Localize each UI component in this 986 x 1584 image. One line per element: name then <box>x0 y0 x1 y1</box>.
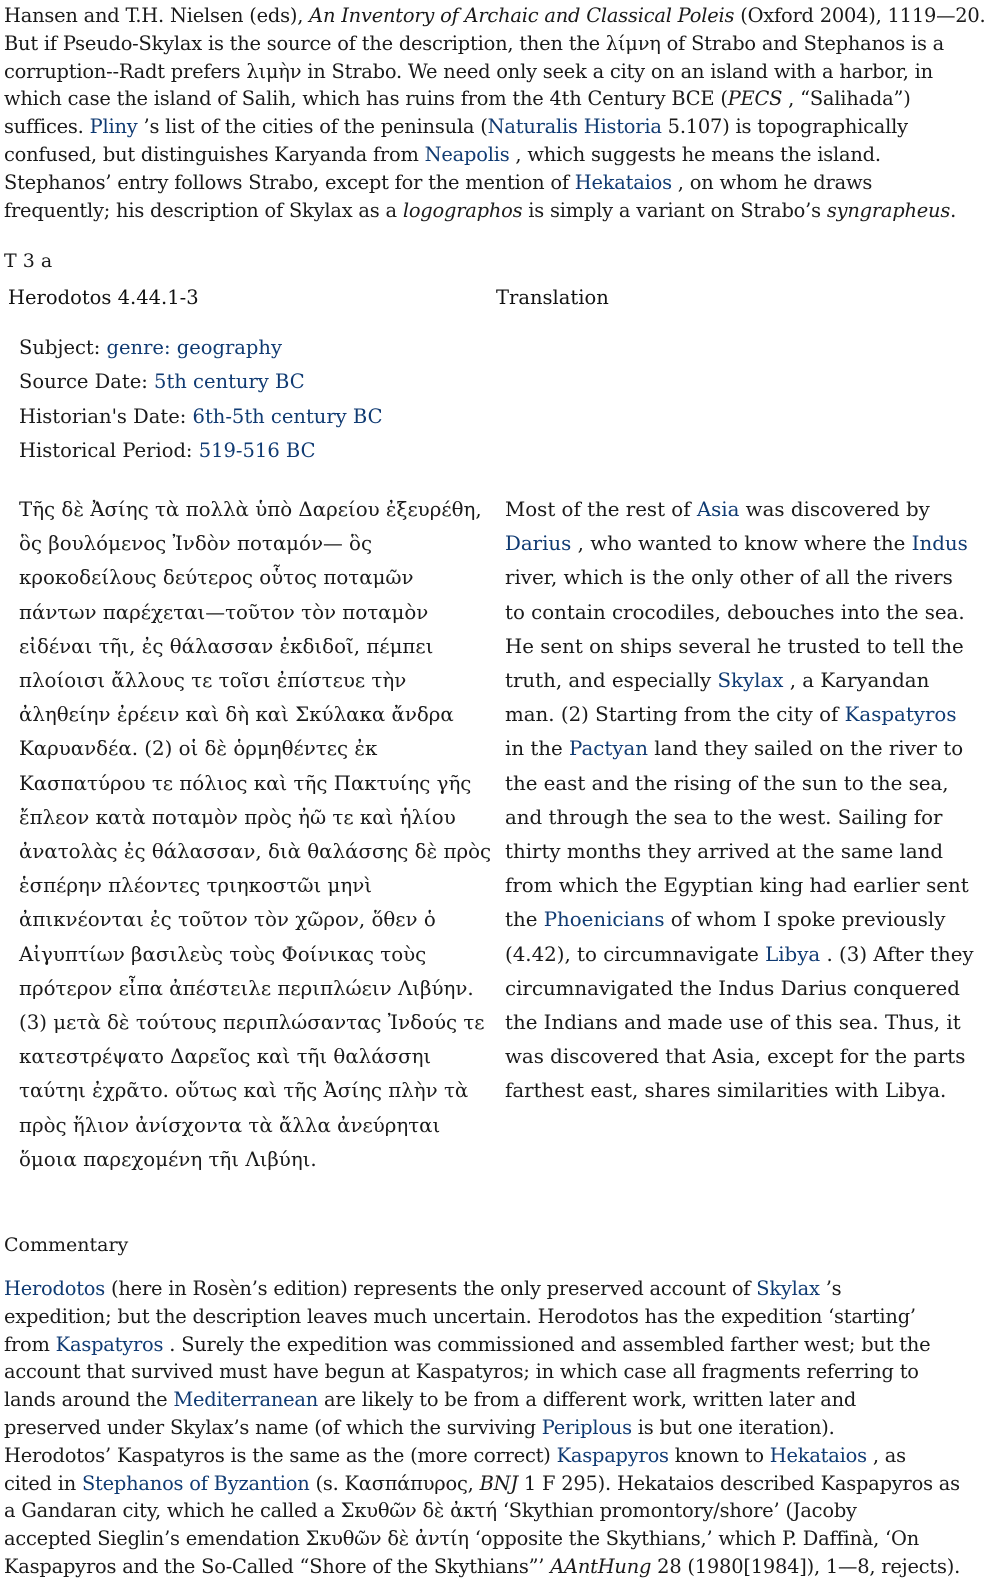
text-line <box>505 561 957 595</box>
text-run: (4.42), to circumnavigate <box>505 942 766 966</box>
text-run: thirty months they arrived at the same land <box>505 840 944 864</box>
text-line <box>19 903 489 937</box>
text-run: Herodotos’ Kaspatyros is the same as the (more correct) <box>4 1443 557 1467</box>
text-run: , “Salihada”) <box>782 87 911 111</box>
text-line <box>4 30 956 58</box>
text-line <box>4 169 956 197</box>
text-line <box>4 1442 956 1470</box>
text-line <box>505 493 957 527</box>
entity-link[interactable]: Herodotos <box>4 1277 106 1300</box>
text-run: (3) μετὰ δὲ τούτους περιπλώσαντας Ἰνδούς τε <box>19 1011 485 1035</box>
text-line <box>19 938 489 972</box>
text-line <box>505 1074 957 1108</box>
commentary-heading: Commentary <box>4 1234 129 1256</box>
text-line <box>19 801 489 835</box>
text-run: was discovered that Asia, except for the parts <box>505 1045 966 1069</box>
text-line <box>505 698 957 732</box>
entity-link[interactable]: Periplous <box>541 1415 632 1439</box>
text-line <box>4 1331 956 1359</box>
text-line <box>4 141 956 169</box>
meta-historical-period <box>19 434 383 468</box>
text-line <box>505 664 957 698</box>
text-run: (here in Rosèn’s edition) represents the only preserved account of <box>105 1277 757 1300</box>
italic-title: syngrapheus <box>826 198 951 222</box>
text-run: πλοίοισι ἄλλους τε τοῖσι ἐπίστευε τὴν <box>19 669 407 693</box>
text-run: He sent on ships several he trusted to tell the <box>505 634 964 658</box>
text-line <box>19 1074 489 1108</box>
text-run: Αἰγυπτίων βασιλεὺς τοὺς Φοίνικας τοὺς <box>19 942 427 966</box>
entity-link[interactable]: Hekataios <box>574 170 672 194</box>
text-run: 28 (1980[1984]), 1—8, rejects). <box>651 1554 961 1578</box>
meta-label: Subject: <box>19 336 107 359</box>
text-line <box>19 596 489 630</box>
text-line <box>505 630 964 664</box>
text-line <box>505 1006 961 1040</box>
text-line <box>4 1303 956 1331</box>
text-run: preserved under Skylax’s name (of which the surviving <box>4 1415 542 1439</box>
entity-link[interactable]: Pactyan <box>569 737 648 761</box>
text-line <box>505 596 965 630</box>
text-run: κροκοδείλους δεύτερος οὗτος ποταμῶν <box>19 566 414 590</box>
text-line <box>19 1006 489 1040</box>
text-run: ’s list of the cities of the peninsula ( <box>137 115 488 139</box>
text-line <box>505 1040 966 1074</box>
text-run: πρὸς ἥλιον ἀνίσχοντα τὰ ἄλλα ἀνεύρηται <box>19 1113 441 1137</box>
text-run: ἀληθείην ἐρέειν καὶ δὴ καὶ Σκύλακα ἄνδρα <box>19 703 454 727</box>
text-run: ἔπλεον κατὰ ποταμὸν πρὸς ἠῶ τε καὶ ἡλίου <box>19 805 456 829</box>
entity-link[interactable]: Darius <box>505 532 572 556</box>
text-line <box>505 835 957 869</box>
meta-label: Historical Period: <box>19 438 199 462</box>
text-line <box>19 1040 489 1074</box>
text-run: , on whom he draws <box>671 170 873 194</box>
text-run: man. (2) Starting from the city of <box>505 703 845 727</box>
text-run: (s. Κασπάπυρος, <box>309 1471 480 1495</box>
italic-title: PECS <box>727 87 783 111</box>
text-run: . Surely the expedition was commissioned and assembled farther west; but the <box>163 1332 931 1356</box>
text-run: known to <box>668 1443 770 1467</box>
fragment-tag: T 3 a <box>4 250 53 272</box>
text-run: frequently; his description of Skylax as a <box>4 198 403 222</box>
text-line <box>19 561 489 595</box>
entity-link[interactable]: Neapolis <box>424 142 510 166</box>
italic-title: An Inventory of Archaic and Classical Poleis <box>309 4 735 27</box>
text-run: , which suggests he means the island. <box>509 142 881 166</box>
text-run: cited in <box>4 1471 82 1495</box>
text-run: ὅμοια παρεχομένη τῆι Λιβύηι. <box>19 1147 317 1171</box>
text-run: a Gandaran city, which he called a Σκυθῶν δὲ ἀκτή ‘Skythian promontory/shore’ (Jacoby <box>4 1499 857 1523</box>
entity-link[interactable]: Hekataios <box>769 1443 867 1467</box>
text-line <box>505 938 974 972</box>
text-run: πάντων παρέχεται—τοῦτον τὸν ποταμὸν <box>19 600 429 624</box>
text-run: , who wanted to know where the <box>571 532 912 556</box>
meta-link[interactable]: 5th century BC <box>154 370 305 394</box>
text-run: the <box>505 908 544 932</box>
text-line <box>19 527 489 561</box>
entity-link[interactable]: Skylax <box>717 669 784 693</box>
text-run: truth, and especially <box>505 669 718 693</box>
text-line <box>4 85 956 113</box>
entity-link[interactable]: Stephanos of Byzantion <box>81 1471 310 1495</box>
text-line <box>505 903 957 937</box>
text-run: Τῆς δὲ Ἀσίης τὰ πολλὰ ὑπὸ Δαρείου ἐξευρέθη, <box>19 498 482 521</box>
text-run: is simply a variant on Strabo’s <box>522 198 827 222</box>
text-line <box>4 197 956 225</box>
italic-title: logographos <box>402 198 523 222</box>
text-line <box>19 1109 489 1143</box>
text-line <box>4 1553 961 1581</box>
entity-link[interactable]: Asia <box>696 498 740 521</box>
text-line <box>505 767 957 801</box>
text-line <box>19 835 492 869</box>
italic-title: BNJ <box>479 1471 518 1495</box>
text-run: ἑσπέρην πλέοντες τριηκοστῶι μηνὶ <box>19 874 373 898</box>
text-run: ’s <box>819 1277 842 1300</box>
text-run: ταύτηι ἐχρᾶτο. οὕτως καὶ τῆς Ἀσίης πλὴν τὰ <box>19 1079 469 1103</box>
text-run: of whom I spoke previously <box>664 908 946 932</box>
text-run: river, which is the only other of all the rivers <box>505 566 953 590</box>
text-run: suffices. <box>4 115 90 139</box>
text-run: accepted Sieglin’s emendation Σκυθῶν δὲ ἀντίη ‘opposite the Skythians,’ which P. Daffinà, ‘On <box>4 1527 919 1551</box>
text-run: , a Karyandan <box>783 669 930 693</box>
entity-link[interactable]: Phoenicians <box>543 908 665 932</box>
text-run: , as <box>866 1443 906 1467</box>
text-run: κατεστρέψατο Δαρεῖος καὶ τῆι θαλάσσηι <box>19 1045 432 1069</box>
text-run: Kaspapyros and the So-Called “Shore of the Skythians”’ <box>4 1554 551 1578</box>
text-line <box>505 869 969 903</box>
meta-link[interactable]: genre: geography <box>106 336 282 359</box>
meta-label: Historian's Date: <box>19 404 193 428</box>
commentary-paragraph <box>4 1275 961 1581</box>
text-line <box>505 972 960 1006</box>
text-run: are likely to be from a different work, written later and <box>318 1388 857 1412</box>
text-line <box>505 527 968 561</box>
text-line <box>4 1497 956 1525</box>
text-run: lands around the <box>4 1388 174 1412</box>
text-line <box>4 1275 956 1303</box>
text-run: land they sailed on the river to <box>648 737 964 761</box>
text-line <box>19 493 489 527</box>
entity-link[interactable]: Skylax <box>756 1277 820 1300</box>
text-line <box>19 630 489 664</box>
text-line <box>4 58 956 86</box>
fragment-metadata <box>19 331 383 468</box>
text-run: the Indians and made use of this sea. Thus, it <box>505 1011 961 1035</box>
text-run: ὃς βουλόμενος Ἰνδὸν ποταμόν— ὃς <box>19 532 373 556</box>
text-line <box>4 1414 956 1442</box>
text-run: corruption--Radt prefers λιμὴν in Strabo. We need only seek a city on an island with a harbor, in <box>4 59 933 83</box>
text-run: ἀνατολὰς ἐς θάλασσαν, διὰ θαλάσσης δὲ πρὸς <box>19 840 492 864</box>
text-run: . (3) After they <box>820 942 974 966</box>
text-run: which case the island of Salih, which has ruins from the 4th Century BCE ( <box>4 87 728 111</box>
text-run: Hansen and T.H. Nielsen (eds), <box>4 4 310 27</box>
text-run: confused, but distinguishes Karyanda from <box>4 142 425 166</box>
text-line <box>19 767 489 801</box>
entity-link[interactable]: Pliny <box>89 115 138 139</box>
greek-source-text <box>19 493 492 1177</box>
meta-subject <box>19 331 383 365</box>
text-run: Most of the rest of <box>505 498 697 521</box>
source-heading: Herodotos 4.44.1-3 <box>8 286 199 309</box>
text-line <box>4 1525 956 1553</box>
text-line <box>4 1470 960 1498</box>
text-line <box>19 1143 489 1177</box>
text-line <box>4 2 986 30</box>
entity-link[interactable]: Kaspatyros <box>55 1332 164 1356</box>
text-run: But if Pseudo-Skylax is the source of the description, then the λίμνη of Strabo and Stephanos is a <box>4 31 945 55</box>
entity-link[interactable]: Mediterranean <box>173 1388 319 1412</box>
text-run: (Oxford 2004), 1119—20. <box>734 4 986 27</box>
meta-historian-date <box>19 400 383 434</box>
text-run: 5.107) is topographically <box>661 115 908 139</box>
entity-link[interactable]: Kaspapyros <box>556 1443 669 1467</box>
text-line <box>19 732 489 766</box>
text-run: from <box>4 1332 56 1356</box>
text-run: 1 F 295). Hekataios described Kaspapyros as <box>517 1471 960 1495</box>
entity-link[interactable]: Naturalis Historia <box>487 115 662 139</box>
text-line <box>4 1386 956 1414</box>
text-run: account that survived must have begun at Kaspatyros; in which case all fragments referring to <box>4 1360 919 1384</box>
meta-source-date <box>19 365 383 399</box>
text-run: εἰδέναι τῆι, ἐς θάλασσαν ἐκδιδοῖ, πέμπει <box>19 634 434 658</box>
text-run: and through the sea to the west. Sailing for <box>505 805 943 829</box>
text-run: to contain crocodiles, debouches into the sea. <box>505 600 965 624</box>
text-run: circumnavigated the Indus Darius conquered <box>505 976 960 1000</box>
text-run: Κασπατύρου τε πόλιος καὶ τῆς Πακτυίης γῆς <box>19 771 472 795</box>
text-run: was discovered by <box>739 498 930 521</box>
meta-label: Source Date: <box>19 370 155 394</box>
entity-link[interactable]: Libya <box>765 942 821 966</box>
text-line <box>4 113 956 141</box>
text-run: farthest east, shares similarities with Libya. <box>505 1079 947 1103</box>
text-run: . <box>950 198 957 222</box>
text-line <box>19 698 489 732</box>
text-line <box>19 869 489 903</box>
entity-link[interactable]: Kaspatyros <box>844 703 957 727</box>
translation-heading: Translation <box>496 286 609 309</box>
translation-text <box>505 493 974 1109</box>
text-run: in the <box>505 737 570 761</box>
text-run: Stephanos’ entry follows Strabo, except for the mention of <box>4 170 575 194</box>
text-run: expedition; but the description leaves much uncertain. Herodotos has the expedition ‘starting’ <box>4 1304 916 1328</box>
text-line <box>19 664 489 698</box>
text-run: πρότερον εἶπα ἀπέστειλε περιπλώειν Λιβύην. <box>19 976 474 1000</box>
text-line <box>19 972 489 1006</box>
meta-link[interactable]: 519-516 BC <box>198 438 316 462</box>
text-line <box>505 732 964 766</box>
entity-link[interactable]: Indus <box>911 532 968 556</box>
text-run: from which the Egyptian king had earlier sent <box>505 874 969 898</box>
text-line <box>4 1358 956 1386</box>
text-run: is but one iteration). <box>631 1415 835 1439</box>
intro-paragraph <box>4 2 986 224</box>
text-run: the east and the rising of the sun to the sea, <box>505 771 949 795</box>
text-run: Καρυανδέα. (2) οἱ δὲ ὁρμηθέντες ἐκ <box>19 737 378 761</box>
text-line <box>505 801 957 835</box>
italic-title: AAntHung <box>550 1554 652 1578</box>
meta-link[interactable]: 6th-5th century BC <box>192 404 383 428</box>
text-run: ἀπικνέονται ἐς τοῦτον τὸν χῶρον, ὅθεν ὁ <box>19 908 436 932</box>
